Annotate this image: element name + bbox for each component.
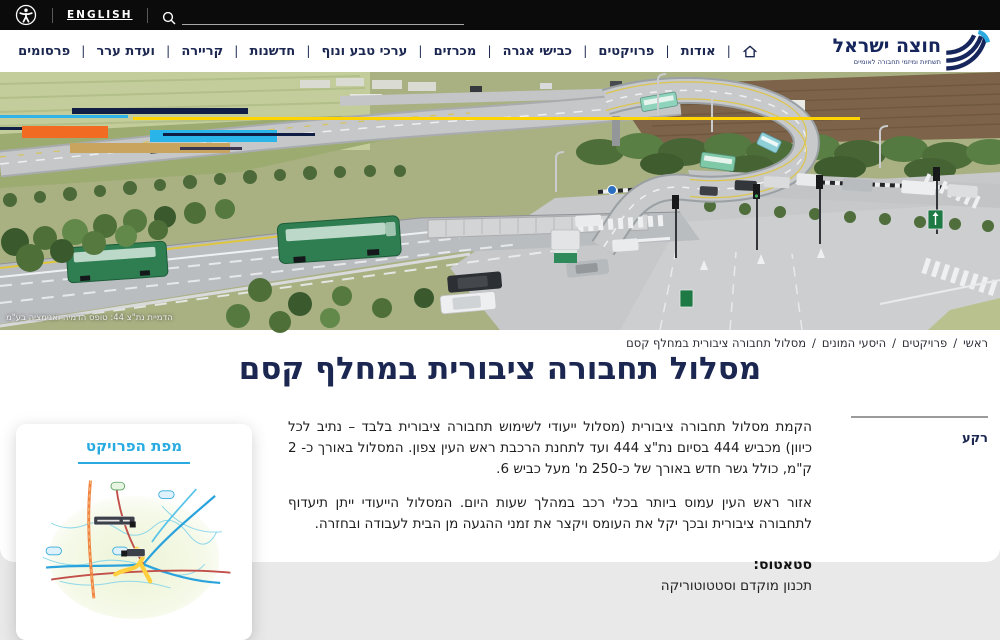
description-paragraph: הקמת מסלול תחבורה ציבורית (מסלול ייעודי לשימוש תחבורה ציבורית בלבד – נתיב לכל כיוון) מכביש 444 בסיום נת"צ 444 ועד לתחנת הרכבת ראש העין צפון. המסלול באורך כ- 2 ק"מ, כולל גשר חדש באורך של כ-250 מ' מעל כביש 6.	[288, 419, 812, 477]
nav-item-publications[interactable]: פרסומים	[18, 43, 71, 59]
top-utility-bar	[0, 0, 1000, 30]
logo-title: חוצה ישראל	[832, 35, 941, 57]
photo-credit: הדמיית נת"צ 44: טופס הדמיה ואנימציה בע"מ	[6, 313, 173, 323]
breadcrumb-projects[interactable]: פרויקטים	[902, 336, 948, 350]
topbar-divider	[52, 8, 53, 23]
rail-divider	[851, 416, 988, 418]
menu-separator: |	[81, 44, 86, 58]
decor-bar-orange	[22, 126, 108, 138]
topbar-divider	[147, 8, 148, 23]
rail-item-background[interactable]: רקע	[961, 431, 988, 446]
nav-item-about[interactable]: אודות	[680, 43, 716, 59]
menu-separator: |	[166, 44, 171, 58]
nav-item-appeals-committee[interactable]: ועדת ערר	[96, 43, 155, 59]
company-logo[interactable]	[833, 31, 990, 71]
page-title: מסלול תחבורה ציבורית במחלף קסם	[238, 351, 762, 387]
language-toggle[interactable]: ENGLISH	[67, 9, 133, 21]
decor-line-navy	[163, 133, 315, 136]
decor-line-cyan	[0, 115, 128, 118]
nav-item-tenders[interactable]: מכרזים	[433, 43, 477, 59]
accessibility-icon[interactable]	[14, 3, 38, 27]
main-menu	[18, 30, 758, 72]
breadcrumb-mass-transit[interactable]: היסעי המונים	[821, 336, 887, 350]
nav-item-careers[interactable]: קריירה	[181, 43, 224, 59]
breadcrumb-current: מסלול תחבורה ציבורית במחלף קסם	[626, 336, 807, 350]
status-value: תכנון מוקדם וסטטוטוריקה	[660, 578, 812, 595]
decor-bar-navy	[72, 108, 248, 114]
map-card-title: מפת הפרויקט	[85, 437, 183, 455]
decor-line-yellow	[133, 117, 860, 120]
breadcrumb-home[interactable]: ראשי	[963, 336, 988, 350]
menu-separator: |	[234, 44, 239, 58]
nav-item-home[interactable]	[742, 44, 758, 59]
project-map-card[interactable]	[16, 424, 252, 640]
nav-item-projects[interactable]: פרויקטים	[598, 43, 655, 59]
breadcrumb-separator: /	[892, 336, 897, 350]
section-rail	[851, 416, 988, 446]
main-navbar	[0, 30, 1000, 72]
menu-separator: |	[665, 44, 670, 58]
menu-separator: |	[418, 44, 423, 58]
menu-separator: |	[487, 44, 492, 58]
nav-item-nature-landscape[interactable]: ערכי טבע ונוף	[321, 43, 408, 59]
description-paragraph: אזור ראש העין עמוס ביותר בכלי רכב במהלך שעות היום. המסלול הייעודי ייתן תיעדוף לתחבורה ציבורית ובכך יקל את העומס ויקצר את זמני ההגעה מן הבית לעבודה ובחזרה.	[288, 494, 812, 532]
home-icon	[742, 44, 758, 59]
nav-item-innovation[interactable]: חדשנות	[249, 43, 296, 59]
breadcrumb	[626, 336, 988, 350]
nav-item-toll-roads[interactable]: כבישי אגרה	[502, 43, 573, 59]
menu-separator: |	[726, 44, 731, 58]
breadcrumb-separator: /	[812, 336, 816, 350]
search-icon[interactable]	[162, 11, 176, 25]
hero-photo	[0, 72, 1000, 330]
menu-separator: |	[583, 44, 588, 58]
logo-tagline: תשתיות ומיזמי תחבורה לאומיים	[853, 58, 941, 66]
map-title-underline	[78, 462, 190, 464]
project-description	[288, 417, 812, 610]
menu-separator: |	[306, 44, 311, 58]
decor-bar-cyan	[150, 130, 277, 142]
project-map-illustration	[16, 472, 252, 600]
logo-mark-icon	[946, 31, 990, 71]
search-input[interactable]	[182, 6, 464, 25]
status-label: סטאטוס:	[753, 556, 812, 573]
breadcrumb-separator: /	[953, 336, 958, 350]
decor-line-dark	[180, 147, 242, 150]
